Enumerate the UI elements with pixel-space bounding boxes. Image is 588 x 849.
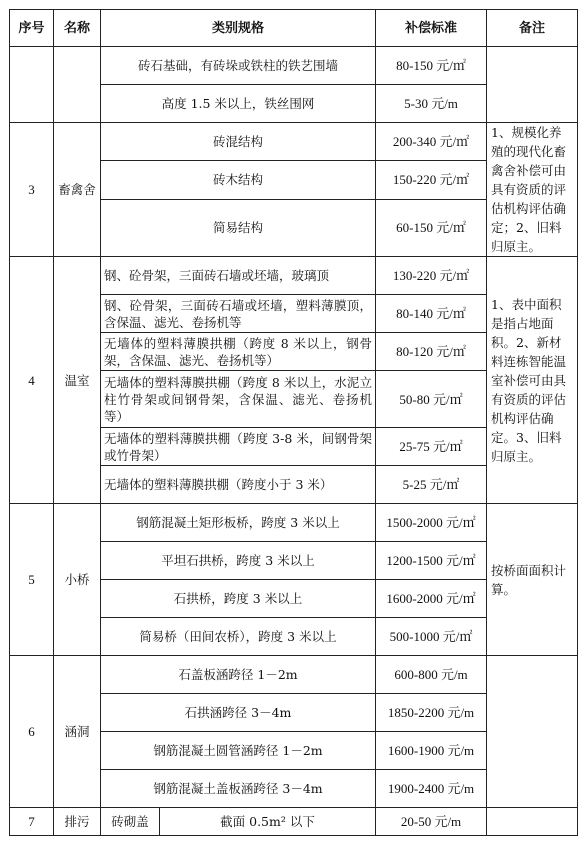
std-cell: 80-120 元/㎡	[376, 333, 487, 371]
table-row	[10, 504, 578, 542]
std-cell: 150-220 元/㎡	[376, 161, 487, 199]
seq-cell: 5	[10, 504, 54, 656]
spec-cell: 钢筋混凝土盖板涵跨径 3－4m	[101, 770, 376, 808]
seq-cell: 6	[10, 656, 54, 808]
table-header-row	[10, 10, 578, 47]
std-cell: 20-50 元/m	[376, 808, 487, 836]
std-cell: 130-220 元/㎡	[376, 257, 487, 295]
table-row	[10, 47, 578, 85]
std-cell: 500-1000 元/㎡	[376, 618, 487, 656]
spec-cell: 砖混结构	[101, 123, 376, 161]
note-cell-empty	[487, 47, 578, 123]
name-cell: 小桥	[54, 504, 101, 656]
note-cell: 按桥面面积计算。	[487, 504, 578, 656]
std-cell: 50-80 元/㎡	[376, 371, 487, 428]
seq-cell: 4	[10, 257, 54, 504]
spec-cell: 简易结构	[101, 199, 376, 256]
note-cell: 1、表中面积是指占地面积。2、新材料连栋智能温室补偿可由具有资质的评估机构评估确定。3、旧料归原主。	[487, 257, 578, 504]
spec-cell: 石盖板涵跨径 1－2m	[101, 656, 376, 694]
spec-cell: 无墙体的塑料薄膜拱棚（跨度 8 米以上，钢骨架，含保温、滤光、卷扬机等）	[101, 333, 376, 371]
std-cell: 1500-2000 元/㎡	[376, 504, 487, 542]
std-cell: 25-75 元/㎡	[376, 428, 487, 466]
spec-cell: 高度 1.5 米以上，铁丝围网	[101, 85, 376, 123]
note-cell	[487, 656, 578, 808]
seq-cell: 3	[10, 123, 54, 257]
std-cell: 80-140 元/㎡	[376, 295, 487, 333]
header-name: 名称	[54, 10, 101, 47]
note-cell	[487, 808, 578, 836]
table-row	[10, 123, 578, 161]
header-seq: 序号	[10, 10, 54, 47]
spec-cell: 无墙体的塑料薄膜拱棚（跨度 8 米以上，水泥立柱竹骨架或间钢骨架，含保温、滤光、卷扬机等）	[101, 371, 376, 428]
compensation-table	[9, 9, 578, 836]
spec-cell: 钢、砼骨架，三面砖石墙或坯墙，塑料薄膜顶，含保温、滤光、卷扬机等	[101, 295, 376, 333]
std-cell: 1600-2000 元/㎡	[376, 580, 487, 618]
std-cell: 200-340 元/㎡	[376, 123, 487, 161]
header-std: 补偿标准	[376, 10, 487, 47]
std-cell: 1900-2400 元/m	[376, 770, 487, 808]
std-cell: 60-150 元/㎡	[376, 199, 487, 256]
std-cell: 600-800 元/m	[376, 656, 487, 694]
name-cell: 畜禽舍	[54, 123, 101, 257]
std-cell: 80-150 元/㎡	[376, 47, 487, 85]
spec-cell: 钢、砼骨架，三面砖石墙或坯墙，玻璃顶	[101, 257, 376, 295]
sub-type-cell: 砖砌盖	[101, 808, 160, 836]
spec-cell: 钢筋混凝土圆管涵跨径 1－2m	[101, 732, 376, 770]
spec-cell: 平坦石拱桥，跨度 3 米以上	[101, 542, 376, 580]
spec-cell: 无墙体的塑料薄膜拱棚（跨度 3-8 米，间钢骨架或竹骨架）	[101, 428, 376, 466]
std-cell: 1850-2200 元/m	[376, 694, 487, 732]
spec-cell: 无墙体的塑料薄膜拱棚（跨度小于 3 米）	[101, 466, 376, 504]
spec-cell: 钢筋混凝土矩形板桥，跨度 3 米以上	[101, 504, 376, 542]
header-note: 备注	[487, 10, 578, 47]
table-row	[10, 808, 578, 836]
name-cell: 排污	[54, 808, 101, 836]
std-cell: 1200-1500 元/㎡	[376, 542, 487, 580]
name-cell: 温室	[54, 257, 101, 504]
spec-cell: 截面 0.5m² 以下	[160, 808, 376, 836]
name-cell-empty	[54, 47, 101, 123]
name-cell: 涵洞	[54, 656, 101, 808]
spec-cell: 砖木结构	[101, 161, 376, 199]
table-row	[10, 257, 578, 295]
std-cell: 5-25 元/㎡	[376, 466, 487, 504]
spec-cell: 石拱涵跨径 3－4m	[101, 694, 376, 732]
spec-cell: 简易桥（田间农桥），跨度 3 米以上	[101, 618, 376, 656]
spec-cell: 砖石基础，有砖垛或铁柱的铁艺围墙	[101, 47, 376, 85]
note-cell: 1、规模化养殖的现代化畜禽舍补偿可由具有资质的评估机构评估确定；2、旧料归原主。	[487, 123, 578, 257]
seq-cell: 7	[10, 808, 54, 836]
std-cell: 5-30 元/m	[376, 85, 487, 123]
seq-cell-empty	[10, 47, 54, 123]
std-cell: 1600-1900 元/m	[376, 732, 487, 770]
spec-cell: 石拱桥，跨度 3 米以上	[101, 580, 376, 618]
table-row	[10, 656, 578, 694]
header-spec: 类别规格	[101, 10, 376, 47]
